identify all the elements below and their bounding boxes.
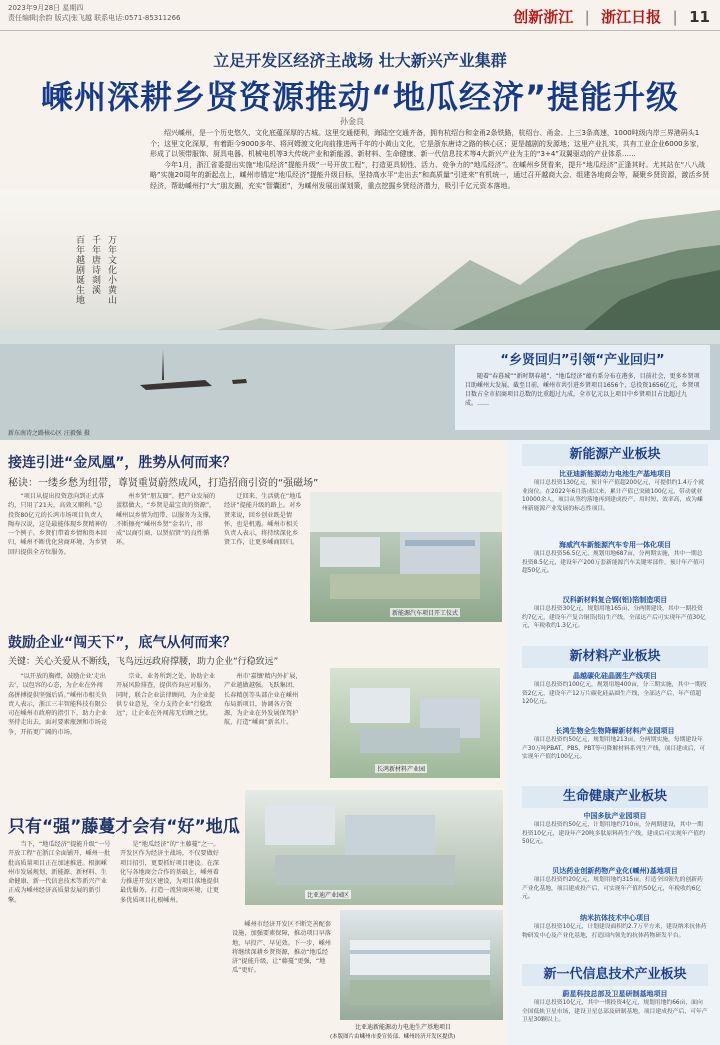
section3-col2: 是“地瓜经济”的“主藤蔓”之一。开发区作为经济主战场，不仅要做好项目招引，更要抓好项目建设。在深化与各地商会合作的基础上，嵊州着力推进开发区建设，为项目落地提供最优服务，打造一流营商环境，让更多优质项目扎根嵊州。	[120, 841, 220, 904]
page-number: 11	[689, 8, 710, 26]
photo-battery-base	[340, 910, 503, 1020]
lead-p2: 今年1月，浙江省委提出实施“地瓜经济”提能升级“一号开放工程”，打造更具韧性、活力、竞争力的“地瓜经济”。在嵊州乡贤看来，提升“地瓜经济”正逢其时。尤其站在“八八战略”实施20周年的新起点上，嵊州市锚定“地瓜经济”提能升级目标，坚持高水平“走出去”和高质量“引进来”有机统一，通过召开越商大会、组建各地商会等，凝聚乡贤资源，激活乡贤经济，帮助嵊州打“大”朋友圈，充实“智囊团”，为嵊州发展出谋划策，重点挖掘乡贤经济潜力，吸引千亿元资本落地。	[150, 160, 710, 190]
hero-photo	[0, 190, 720, 440]
sidebar-head-new-energy: 新能源产业板块	[522, 444, 708, 466]
section1-col3: 迁回来、生活就在“地瓜经济”提能升级的路上。对乡贤来说，回乡创业既是情怀，也是机遇。嵊州市相关负责人表示，将持续深化乡贤工作，让更多嵊商回归。	[224, 493, 302, 547]
project-text: 项目总投资30亿元，规划用地165亩，分两期建设，其中一期投资约7亿元，建设年产复合铜箔(铝)生产线，全部达产后可实现年产值30亿元，年税收约1.3亿元。	[522, 606, 706, 630]
section3-col3: 嵊州市经济开发区不断完善配套设施，加强要素保障，推动项目早落地、早投产、早见效。下一步，嵊州将继续深耕乡贤资源，推动“地瓜经济”提能升级，让“藤蔓”更强，“地瓜”更好。	[232, 921, 332, 975]
project-text: 项目总投资约50亿元，计划用地约710亩，分两期建设，其中一期投资10亿元，建设年产20吨多肽原料药生产线，建成后可实现年产值约50亿元。	[522, 822, 705, 846]
project-title: 中国多肽产业园项目	[583, 812, 647, 820]
section2-col3: 州市'嘉镶'精内外扩展，产业越做越强。飞跃集团、长春精创等头部企业在嵊州布局新项目，协调各方资源，为企业在外发展保驾护航，打造“嵊商”新名片。	[224, 673, 302, 727]
project-text: 项目总投资约20亿元，规划用地约315亩，打造全国领先的创新药产业化基地，项目建成投产后，可实现年产值约50亿元，年税收约6亿元。	[522, 877, 703, 901]
callout-title: “乡贤回归”引领“产业回归”	[500, 353, 665, 368]
callout-box	[455, 345, 710, 430]
project-text: 项目总投资10亿元，计划建设面积约2.7万平方米，建设纳米抗体药物研发中心及产业化基地，打造国内领先的抗体药物研发平台。	[522, 924, 707, 939]
project-text: 项目总投资56.5亿元，规划用地687亩，分两期实施，其中一期总投资8.5亿元，建设年产200万套新能源汽车关键零部件，预计年产值可超50亿元。	[522, 551, 705, 575]
section2-col1: “以开放的胸襟，鼓励企业‘走出去’，以包容的心态，为企业在外闯荡拼搏提供坚强后盾。”嵊州市相关负责人表示，浙江三丰智能科技有限公司在嵊州市政府的指引下，助力企业坚持走出去，面对要素瓶颈和市场竞争，开拓更广阔的市场。	[8, 673, 108, 736]
poem-line-1: 万年文化小黄山	[106, 235, 116, 305]
sidebar-head-life-health: 生命健康产业板块	[522, 786, 708, 808]
project-text: 项目总投资130亿元，预计年产值超200亿元，可提供约1.4万个就业岗位。在2022年6月落成以来，累计产值已突破100亿元，带动就业10000余人，项目从签约落地再到建成投产，用时短、效率高，成为嵊州新能源产业发展的标志性项目。	[522, 480, 705, 512]
project-title: 比亚迪新能源动力电池生产基地项目	[559, 470, 671, 478]
section3-title: 只有“强”藤蔓才会有“好”地瓜	[8, 817, 240, 837]
masthead-right: 创新浙江 | 浙江日报 | 11	[513, 8, 710, 26]
project-title: 汉科新材料复合钢(铝)箔制造项目	[562, 596, 668, 604]
kicker: 立足开发区经济主战场 壮大新兴产业集群	[213, 51, 507, 70]
project-title: 纳米抗体技术中心项目	[580, 914, 650, 922]
masthead-editors: 责任编辑|余韵 版式|张飞越 联系电话:0571-85311266	[8, 14, 181, 22]
photo-credits: (本版图片由嵊州市委宣传部、嵊州经济开发区提供)	[330, 1034, 456, 1040]
project-title: 长鸿生物全生物降解新材料产业园项目	[555, 727, 675, 735]
project-title: 海威汽车新能源汽车专用一体化项目	[559, 541, 671, 549]
photo3-caption: 比亚迪产业园区	[307, 892, 350, 899]
section1-col1: “项目从提出投资意向到正式落约，只用了21天，高效又顺利。”总投资80亿元的长鸿市场项目负责人陶寿汉说，这是最能体现乡贤精神的一个例子。乡贤们带着乡情和资本回归，嵊州不断优化营商环境，为乡贤回归提供全方位服务。	[8, 493, 107, 556]
section-name: 创新浙江	[513, 8, 574, 26]
battery-base-illustration	[340, 910, 503, 1020]
sidebar-head-new-materials: 新材料产业板块	[522, 646, 708, 668]
park-illustration	[330, 668, 500, 778]
section1-subtitle: 秘诀：一缕乡愁为纽带，尊贤重贤蔚然成风，打造招商引资的“强磁场”	[8, 478, 319, 489]
section1-title: 接连引进“金凤凰”，胜势从何而来？	[8, 455, 237, 471]
sidebar-head-it: 新一代信息技术产业板块	[522, 964, 708, 986]
section3-col1: 当下，“地瓜经济”提能升级“一号开放工程”在浙江全面铺开，嵊州一批批高质量项目正在加速推进。根据嵊州市发展规划，新能源、新材料、生命健康、新一代信息技术等新兴产业正成为嵊州经济高质量发展的新引擎。	[8, 841, 111, 904]
poem-line-3: 百年越剧诞生地	[74, 235, 84, 305]
lead-p1: 绍兴嵊州，是一个历史悠久、文化底蕴深厚的古城。这里交通便利，海陆空交通齐备，拥有杭绍台和金甬2条铁路，杭绍台、甬金、上三3条高速，1000吨级内岸三界港码头1个；这里文化深厚，有着距今9000多年、将河姆渡文化向前推进两千年的小黄山文化，它是浙东唐诗之路的核心区；更是越剧的发源地；这里产业扎实，共有工业企业6000多家，形成了以领带服饰、厨具电器、机械电机等3大传统产业和新能源、新材料、生命健康、新一代信息技术等4大新兴产业为主的“3+4”双翼驱动的产业体系……	[150, 129, 704, 158]
photo-industrial-park	[330, 668, 500, 778]
poem-line-2: 千年唐诗剡溪	[90, 235, 100, 295]
hero-photo-credit: 新东南诗之路核心区 汪毅强 摄	[8, 430, 90, 437]
paper-name: 浙江日报	[601, 8, 662, 26]
photo4-caption: 比亚迪新能源动力电池生产基地项目	[355, 1024, 452, 1031]
construction-illustration	[310, 492, 502, 622]
section1-col2: 州乡贤“朋友圈”，把产业发展的蛋糕做大。“乡贤是最宝贵的资源”，嵊州以乡情为纽带、以服务为支撑，不断擦亮“嵊州乡贤”金名片，形成“以商引商、以贤招贤”的良性循环。	[116, 493, 216, 547]
project-title: 晶越碳化硅晶圆生产线项目	[573, 672, 657, 680]
section2-title: 鼓励企业“闯天下”，底气从何而来？	[8, 635, 237, 651]
byd-park-illustration	[245, 790, 503, 905]
project-text: 项目总投资10亿元，其中一期投资4亿元，规划用地约66亩，面向全国低轨卫星市场，建设卫星总部及研制基地，项目建成投产后，可年产卫星30颗以上。	[522, 1000, 708, 1024]
photo-construction	[310, 492, 502, 622]
photo-byd-park	[245, 790, 503, 905]
masthead	[0, 0, 720, 31]
project-title: 蔚星科技总部及卫星研制基地项目	[562, 990, 668, 998]
callout-text: 随着“春暮城”“新时期春越”、“地瓜经济”蕴有系分布在港多，目前社会，更多乡贤项目助嵊州大发展。截至目前，嵊州市共引进乡贤项目1656个，总投资1656亿元，乡贤项目数占全市招商项目总数的比重超过九成，全市亿元以上项目中乡贤项目占比超过九成。……	[465, 373, 700, 407]
masthead-date: 2023年9月28日 星期四	[8, 4, 84, 12]
industry-sidebar	[506, 440, 720, 1045]
project-title: 贝达药业创新药物产业化(嵊州)基地项目	[552, 867, 678, 875]
headline: 嵊州深耕乡贤资源推动“地瓜经济”提能升级	[40, 78, 680, 116]
photo1-caption: 新能源汽车项目开工仪式	[392, 610, 459, 617]
section2-col2: 宗业，业务所到之处，协助企业开展风险排查，提供咨询应对服务。同时，联合企业法律顾问，为企业提供专业意见，全力支持企业“行稳致远”，让企业在外闯荡无后顾之忧。	[116, 673, 216, 718]
byline: 孙金良	[340, 117, 364, 126]
project-text: 项目总投资约50亿元，规划用地213亩，分两期实施，每期建设年产30万吨PBAT、PBS、PBT等可降解材料系列生产线，项目建成后，可实现年产值约100亿元。	[522, 737, 706, 761]
project-text: 项目总投资约100亿元，规划用地400亩，分三期实施，其中一期投资2亿元，建设年产12万片碳化硅晶圆生产线，全部达产后，年产值超120亿元。	[522, 682, 707, 706]
photo2-caption: 长鸿新材料产业园	[377, 766, 426, 773]
poem-block	[48, 235, 118, 330]
section2-subtitle: 关键：关心关爱从不断线，飞鸟远远政府撑腰，助力企业“行稳致远”	[8, 657, 279, 667]
